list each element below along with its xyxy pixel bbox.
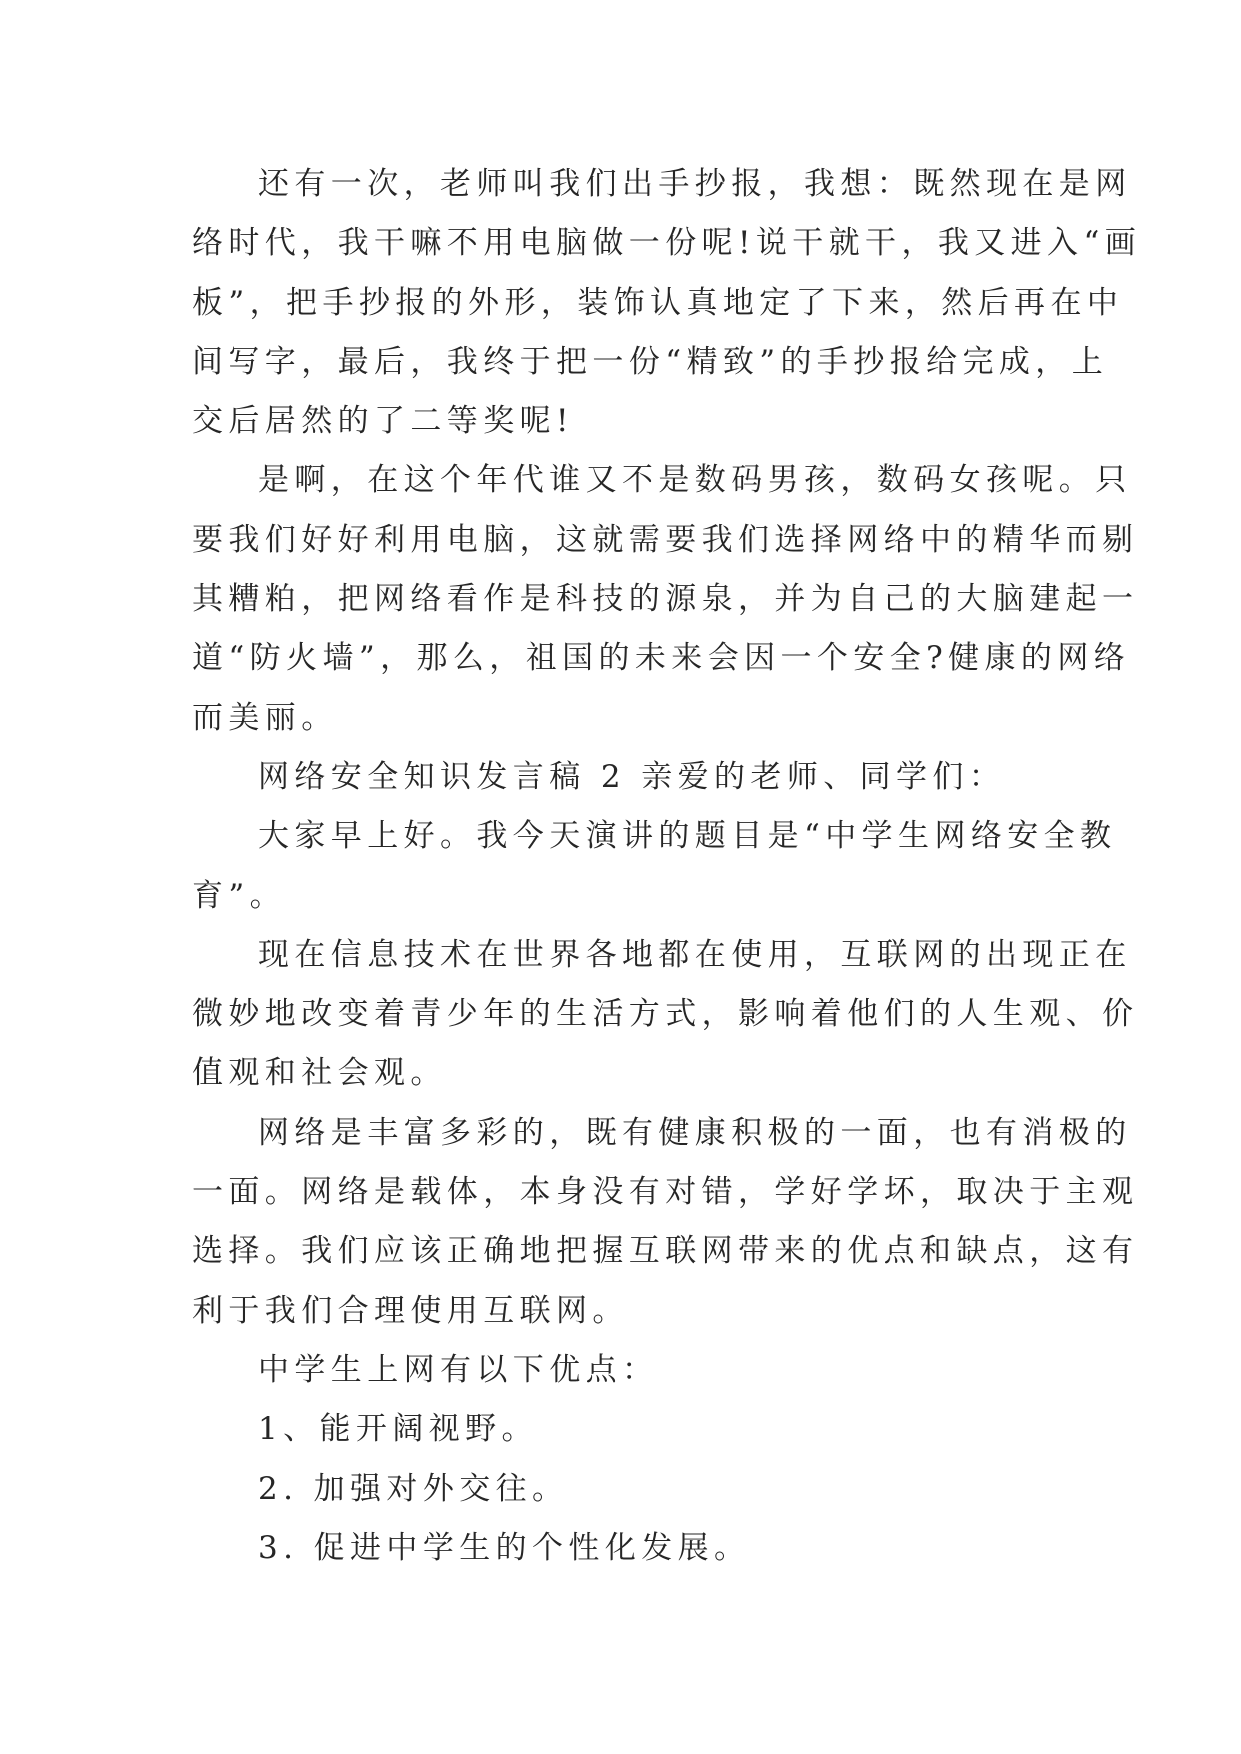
list-item: 2. 加强对外交往。 [258, 1470, 569, 1507]
paragraph-digital-generation [192, 451, 1139, 747]
paragraph-line: 网络安全知识发言稿 2 亲爱的老师、同学们： [258, 758, 1006, 795]
paragraph-line: 利于我们合理使用互联网。 [192, 1292, 629, 1329]
paragraph-line: 网络是丰富多彩的，既有健康积极的一面，也有消极的 [258, 1114, 1132, 1151]
paragraph-line: 大家早上好。我今天演讲的题目是“中学生网络安全教 [258, 818, 1117, 855]
paragraph-line: 现在信息技术在世界各地都在使用，互联网的出现正在 [258, 936, 1132, 973]
list-item-advantage-3 [192, 1519, 1062, 1578]
paragraph-handmade-newspaper [192, 155, 1142, 451]
paragraph-line: 络时代，我干嘛不用电脑做一份呢!说干就干，我又进入“画 [192, 225, 1142, 262]
paragraph-network-two-sides [192, 1104, 1139, 1341]
paragraph-line: 中学生上网有以下优点： [258, 1351, 659, 1388]
list-item: 1、能开阔视野。 [258, 1411, 538, 1448]
paragraph-line: 是啊，在这个年代谁又不是数码男孩，数码女孩呢。只 [258, 462, 1132, 499]
paragraph-line: 还有一次，老师叫我们出手抄报，我想：既然现在是网 [258, 166, 1132, 202]
paragraph-line: 一面。网络是载体，本身没有对错，学好学坏，取决于主观 [192, 1174, 1139, 1211]
document-body [192, 155, 1142, 1578]
paragraph-line: 道“防火墙”，那么，祖国的未来会因一个安全?健康的网络 [192, 640, 1131, 677]
paragraph-line: 育”。 [192, 877, 287, 914]
paragraph-line: 要我们好好利用电脑，这就需要我们选择网络中的精华而剔 [192, 521, 1139, 558]
list-item-advantage-1 [192, 1400, 1062, 1459]
list-item-advantage-2 [192, 1460, 1062, 1519]
paragraph-speech-topic [192, 807, 1117, 926]
paragraph-line: 交后居然的了二等奖呢! [192, 403, 574, 440]
paragraph-line: 其糟粕，把网络看作是科技的源泉，并为自己的大脑建起一 [192, 581, 1139, 618]
paragraph-line: 选择。我们应该正确地把握互联网带来的优点和缺点，这有 [192, 1233, 1139, 1270]
speech-title-greeting [192, 748, 1062, 807]
list-heading-advantages [192, 1341, 1062, 1400]
paragraph-information-technology [192, 926, 1139, 1104]
paragraph-line: 值观和社会观。 [192, 1055, 447, 1092]
paragraph-line: 间写字，最后，我终于把一份“精致”的手抄报给完成，上 [192, 343, 1109, 380]
paragraph-line: 板”，把手抄报的外形，装饰认真地定了下来，然后再在中 [192, 284, 1124, 321]
paragraph-line: 而美丽。 [192, 699, 338, 736]
paragraph-line: 微妙地改变着青少年的生活方式，影响着他们的人生观、价 [192, 996, 1139, 1033]
list-item: 3. 促进中学生的个性化发展。 [258, 1529, 751, 1566]
